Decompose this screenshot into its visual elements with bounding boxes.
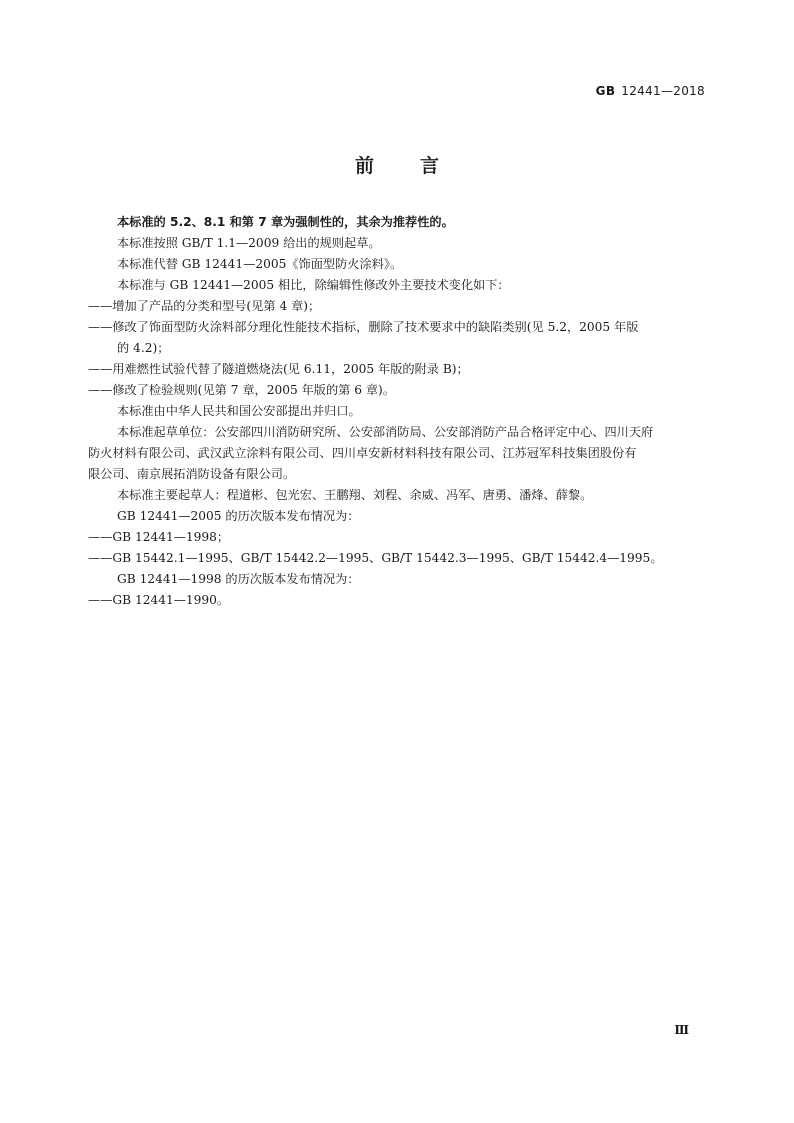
page-number: Ⅲ (674, 1023, 689, 1037)
change-item-4: ——修改了检验规则(见第 7 章，2005 年版的第 6 章)。 (88, 383, 395, 397)
foreword-body (88, 212, 709, 611)
mandatory-clause-statement: 本标准的 5.2、8.1 和第 7 章为强制性的，其余为推荐性的。 (117, 215, 454, 229)
standard-number: 12441—2018 (621, 84, 705, 98)
history-2005-intro: GB 12441—2005 的历次版本发布情况为： (117, 509, 360, 523)
standard-code-header (596, 84, 705, 98)
drafting-rules-paragraph: 本标准按照 GB/T 1.1—2009 给出的规则起草。 (117, 236, 381, 250)
history-item-1990: ——GB 12441—1990。 (88, 593, 230, 607)
history-item-1998: ——GB 12441—1998； (88, 530, 230, 544)
history-1998-intro: GB 12441—1998 的历次版本发布情况为： (117, 572, 360, 586)
page-title: 前言 (354, 155, 485, 177)
drafting-units-paragraph: 本标准起草单位：公安部四川消防研究所、公安部消防局、公安部消防产品合格评定中心、四川天府 防火材料有限公司、武汉武立涂料有限公司、四川卓安新材料科技有限公司、江苏冠军科技集团股份有 限公司、南京展拓消防设备有限公司。 (88, 425, 654, 481)
drafters-paragraph: 本标准主要起草人：程道彬、包光宏、王鹏翔、刘程、余威、冯军、唐勇、潘烽、薛黎。 (117, 488, 593, 502)
proposal-paragraph: 本标准由中华人民共和国公安部提出并归口。 (117, 404, 361, 418)
changes-intro-paragraph: 本标准与 GB 12441—2005 相比，除编辑性修改外主要技术变化如下： (117, 278, 510, 292)
change-item-1: ——增加了产品的分类和型号(见第 4 章)； (88, 299, 321, 313)
replacement-paragraph: 本标准代替 GB 12441—2005《饰面型防火涂料》。 (117, 257, 403, 271)
history-item-1995: ——GB 15442.1—1995、GB/T 15442.2—1995、GB/T 15442.3—1995、GB/T 15442.4—1995。 (88, 551, 663, 565)
change-item-2: ——修改了饰面型防火涂料部分理化性能技术指标，删除了技术要求中的缺陷类别(见 5.2，2005 年版 的 4.2)； (88, 320, 639, 355)
change-item-3: ——用难燃性试验代替了隧道燃烧法(见 6.11，2005 年版的附录 B)； (88, 362, 469, 376)
standard-prefix: GB (595, 84, 616, 98)
